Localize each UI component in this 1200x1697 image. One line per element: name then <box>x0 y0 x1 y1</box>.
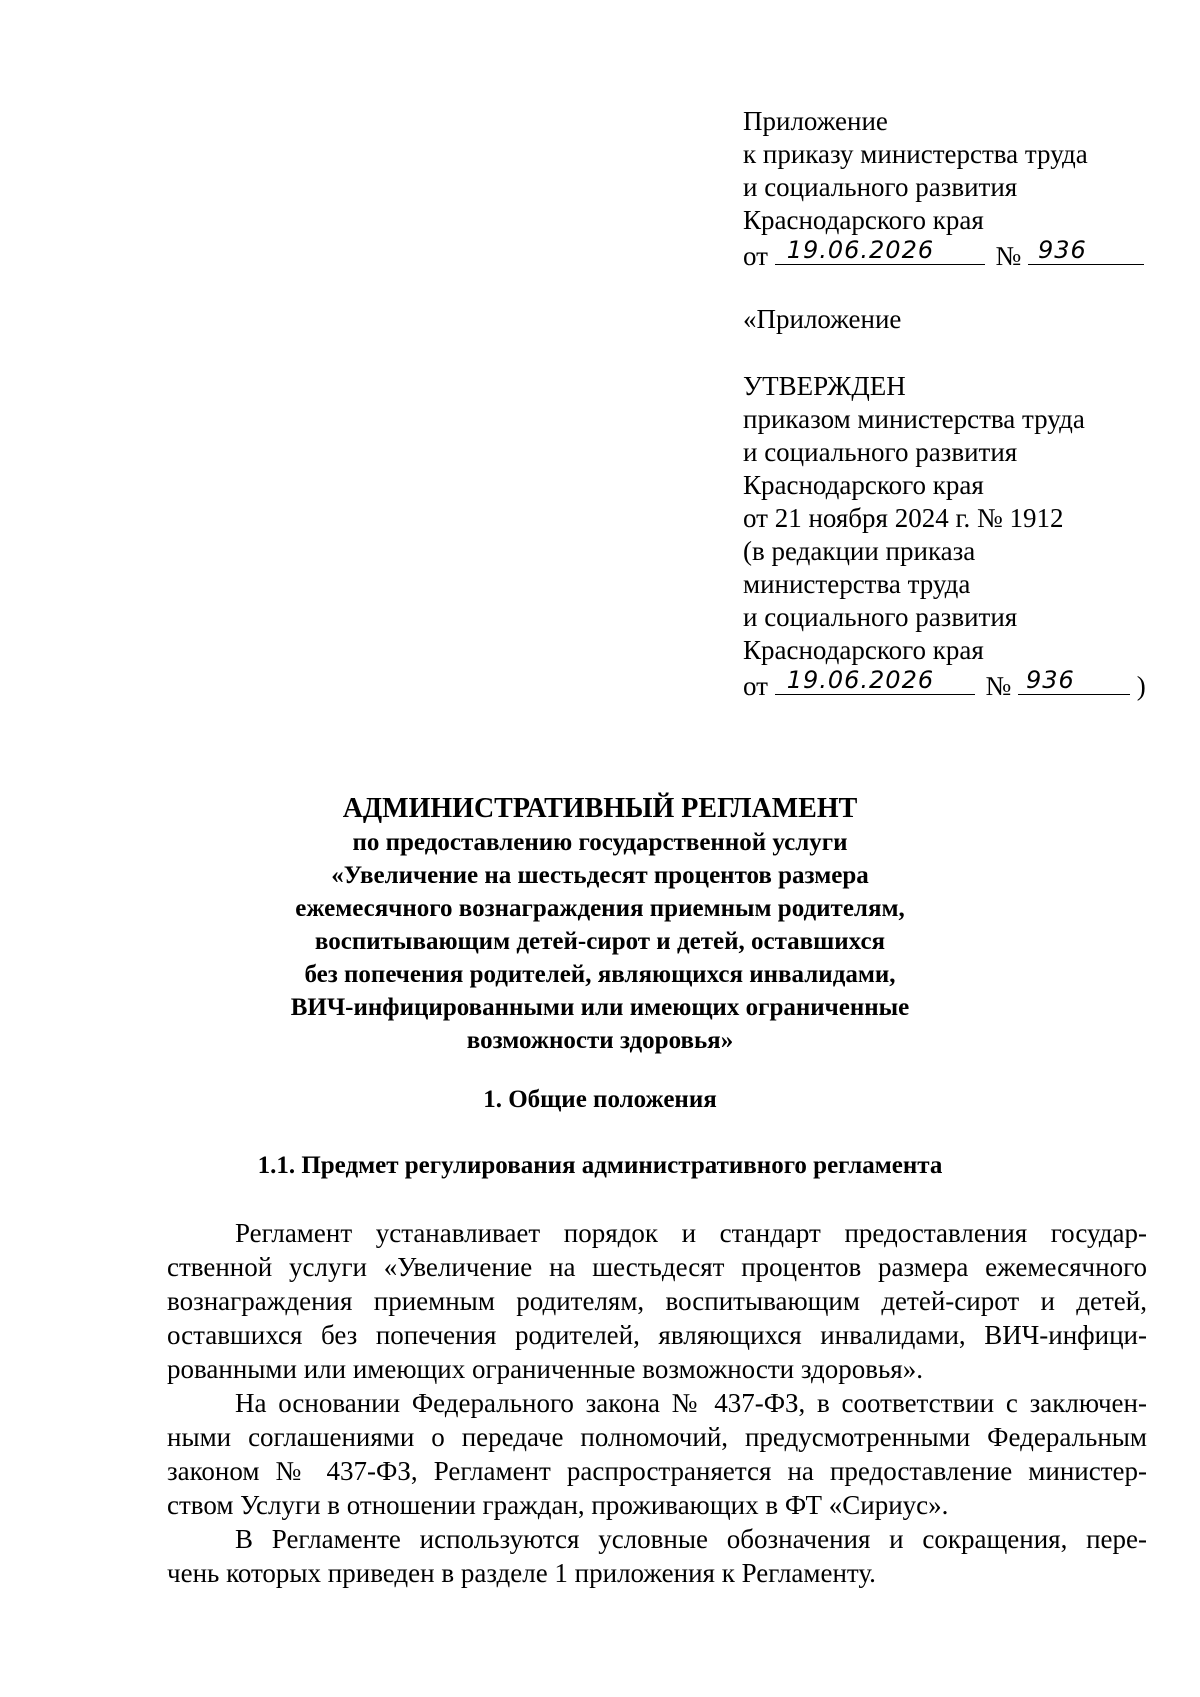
approved-line: и социального развития <box>743 602 1018 632</box>
approved-line: приказом министерства труда <box>743 404 1085 434</box>
paragraph <box>167 1386 1147 1522</box>
appendix-line: Краснодарского края <box>743 205 984 235</box>
appendix-block <box>743 105 1163 273</box>
approved-line: Краснодарского края <box>743 470 984 500</box>
paragraph-line: ственной услуги «Увеличение на шестьдесят процентов размера ежемесячного <box>167 1252 1147 1282</box>
handwritten-number: 936 <box>1037 236 1087 264</box>
title-line: ежемесячного вознаграждения приемным родителям, <box>295 895 905 922</box>
approved-line: (в редакции приказа <box>743 536 976 566</box>
title-line: воспитывающим детей-сирот и детей, оставшихся <box>314 928 886 955</box>
title-main: АДМИНИСТРАТИВНЫЙ РЕГЛАМЕНТ <box>342 793 858 824</box>
quote-appendix-block <box>743 303 1163 336</box>
paragraph-line: Регламент устанавливает порядок и стандарт предоставления государ- <box>235 1218 1147 1248</box>
closing-paren: ) <box>1136 671 1146 701</box>
paragraph-line: На основании Федерального закона № 437-ФЗ, в соответствии с заключен- <box>235 1388 1147 1418</box>
approved-line: и социального развития <box>743 437 1018 467</box>
handwritten-date: 19.06.2026 <box>786 666 935 694</box>
approved-block <box>743 370 1163 703</box>
paragraph-line: ством Услуги в отношении граждан, проживающих в ФТ «Сириус». <box>167 1490 949 1520</box>
date-fill-line <box>775 237 985 265</box>
date-prefix: от <box>743 671 768 701</box>
title-line: без попечения родителей, являющихся инвалидами, <box>304 961 896 988</box>
paragraph-line: В Регламенте используются условные обозначения и сокращения, пере- <box>235 1524 1147 1554</box>
paragraph <box>167 1216 1147 1386</box>
section-heading: 1. Общие положения <box>483 1086 717 1113</box>
approved-line: от 21 ноября 2024 г. № 1912 <box>743 503 1064 533</box>
approved-date-row <box>743 667 1163 703</box>
paragraph-line: ными соглашениями о передаче полномочий, предусмотренными Федеральным <box>167 1422 1147 1452</box>
appendix-line: Приложение <box>743 106 888 136</box>
subsection-heading: 1.1. Предмет регулирования административного регламента <box>257 1152 943 1179</box>
paragraph-line: вознаграждения приемным родителям, воспитывающим детей-сирот и детей, <box>167 1286 1147 1316</box>
approved-line: Краснодарского края <box>743 635 984 665</box>
title-line: возможности здоровья» <box>466 1027 734 1054</box>
number-sign: № <box>985 671 1012 701</box>
number-fill-line <box>1028 237 1144 265</box>
title-line: по предоставлению государственной услуги <box>352 829 848 856</box>
number-sign: № <box>995 241 1022 271</box>
appendix-line: и социального развития <box>743 172 1018 202</box>
title-line: ВИЧ-инфицированными или имеющих ограниченные <box>290 994 910 1021</box>
appendix-line: к приказу министерства труда <box>743 139 1088 169</box>
handwritten-date: 19.06.2026 <box>786 236 935 264</box>
handwritten-number: 936 <box>1025 666 1075 694</box>
document-title <box>0 792 1200 1057</box>
date-fill-line <box>775 667 975 695</box>
paragraph-line: оставшихся без попечения родителей, являющихся инвалидами, ВИЧ-инфици- <box>167 1320 1147 1350</box>
paragraph-line: чень которых приведен в разделе 1 приложения к Регламенту. <box>167 1558 876 1588</box>
quote-appendix: «Приложение <box>743 304 902 334</box>
paragraph-line: рованными или имеющих ограниченные возможности здоровья». <box>167 1354 923 1384</box>
paragraph-line: законом № 437-ФЗ, Регламент распространяется на предоставление министер- <box>167 1456 1147 1486</box>
paragraph <box>167 1522 1147 1590</box>
title-line: «Увеличение на шестьдесят процентов размера <box>331 862 869 889</box>
approved-line: министерства труда <box>743 569 971 599</box>
date-prefix: от <box>743 241 768 271</box>
number-fill-line <box>1018 667 1130 695</box>
appendix-date-row <box>743 237 1163 273</box>
approved-heading: УТВЕРЖДЕН <box>743 371 906 401</box>
